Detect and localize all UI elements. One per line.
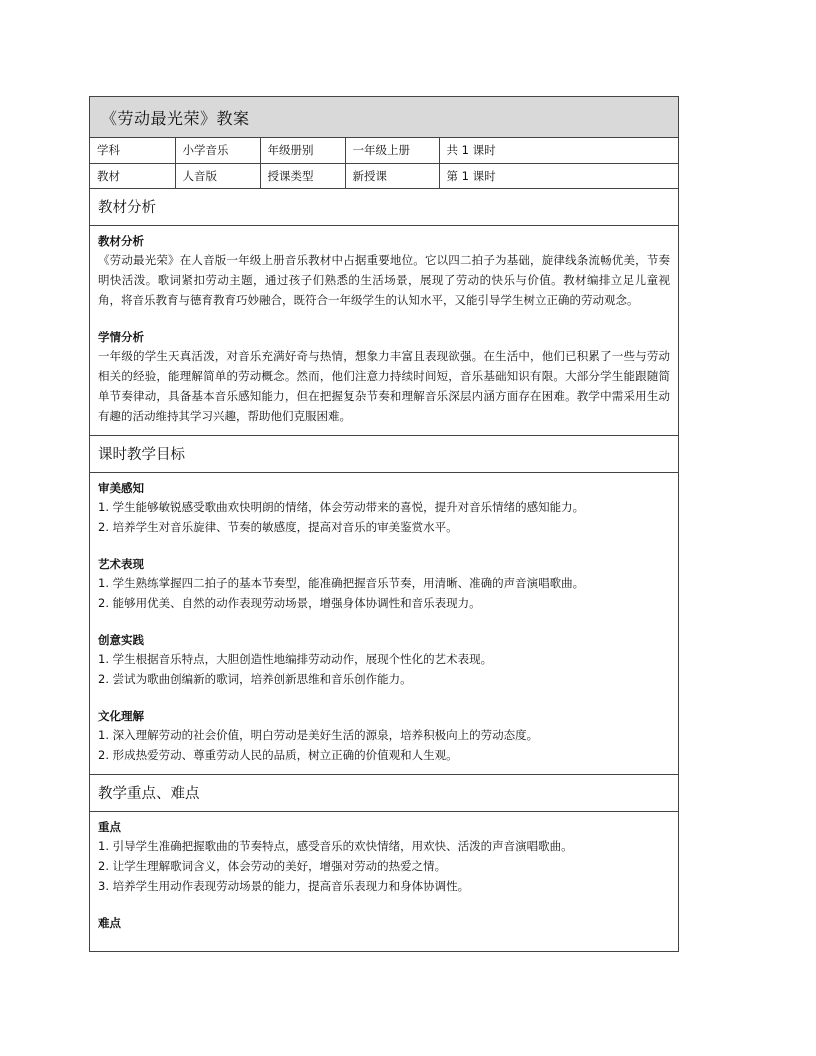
list-item: 2. 让学生理解歌词含义，体会劳动的美好，增强对劳动的热爱之情。 [98, 858, 447, 873]
list-item: 1. 学生根据音乐特点，大胆创造性地编排劳动动作，展现个性化的艺术表现。 [98, 651, 493, 666]
section-body-key-points [90, 812, 678, 941]
subheading-material: 教材分析 [98, 233, 144, 248]
list-item: 2. 能够用优美、自然的动作表现劳动场景，增强身体协调性和音乐表现力。 [98, 595, 481, 610]
list-item: 3. 培养学生用动作表现劳动场景的能力，提高音乐表现力和身体协调性。 [98, 878, 470, 893]
section-heading-analysis: 教材分析 [90, 189, 678, 226]
list-item: 2. 形成热爱劳动、尊重劳动人民的品质，树立正确的价值观和人生观。 [98, 747, 458, 762]
meta-cell-textbook-label: 教材 [90, 163, 175, 188]
list-item: 1. 深入理解劳动的社会价值，明白劳动是美好生活的源泉，培养积极向上的劳动态度。 [98, 727, 539, 742]
subheading-focus: 重点 [98, 819, 121, 834]
subheading-artistic: 艺术表现 [98, 556, 144, 571]
meta-cell-lesson-type: 新授课 [345, 163, 439, 188]
subheading-creative: 创意实践 [98, 632, 144, 647]
subheading-difficulty: 难点 [98, 915, 121, 930]
meta-cell-grade: 一年级上册 [345, 138, 439, 163]
meta-cell-subject: 小学音乐 [175, 138, 260, 163]
list-item: 1. 学生能够敏锐感受歌曲欢快明朗的情绪，体会劳动带来的喜悦，提升对音乐情绪的感知能力。 [98, 499, 585, 514]
subheading-aesthetic: 审美感知 [98, 480, 144, 495]
lesson-plan-document [89, 96, 679, 952]
list-item: 2. 尝试为歌曲创编新的歌词，培养创新思维和音乐创作能力。 [98, 671, 412, 686]
list-item: 2. 培养学生对音乐旋律、节奏的敏感度，提高对音乐的审美鉴赏水平。 [98, 519, 458, 534]
meta-cell-total-periods: 共 1 课时 [439, 138, 678, 163]
section-body-analysis [90, 226, 678, 436]
paragraph-material: 《劳动最光荣》在人音版一年级上册音乐教材中占据重要地位。它以四二拍子为基础，旋律线条流畅优美，节奏明快活泼。歌词紧扣劳动主题，通过孩子们熟悉的生活场景，展现了劳动的快乐与价值。教材编排立足儿童视角，将音乐教育与德育教育巧妙融合，既符合一年级学生的认知水平，又能引导学生树立正确的劳动观念。 [98, 252, 670, 307]
meta-row [90, 138, 678, 163]
section-heading-goals: 课时教学目标 [90, 436, 678, 473]
paragraph-student: 一年级的学生天真活泼，对音乐充满好奇与热情，想象力丰富且表现欲强。在生活中，他们已积累了一些与劳动相关的经验，能理解简单的劳动概念。然而，他们注意力持续时间短，音乐基础知识有限。大部分学生能跟随简单节奏律动，具备基本音乐感知能力，但在把握复杂节奏和理解音乐深层内涵方面存在困难。教学中需采用生动有趣的活动维持其学习兴趣，帮助他们克服困难。 [98, 348, 670, 423]
list-item: 1. 引导学生准确把握歌曲的节奏特点，感受音乐的欢快情绪，用欢快、活泼的声音演唱歌曲。 [98, 838, 573, 853]
meta-cell-textbook: 人音版 [175, 163, 260, 188]
document-title: 《劳动最光荣》教案 [90, 97, 678, 138]
meta-cell-lesson-type-label: 授课类型 [260, 163, 345, 188]
meta-row [90, 163, 678, 188]
subheading-culture: 文化理解 [98, 708, 144, 723]
meta-table [90, 138, 678, 189]
meta-cell-grade-label: 年级册别 [260, 138, 345, 163]
meta-cell-current-period: 第 1 课时 [439, 163, 678, 188]
list-item: 1. 学生熟练掌握四二拍子的基本节奏型，能准确把握音乐节奏，用清晰、准确的声音演唱歌曲。 [98, 575, 585, 590]
section-body-goals [90, 473, 678, 775]
subheading-student: 学情分析 [98, 329, 144, 344]
meta-cell-subject-label: 学科 [90, 138, 175, 163]
section-heading-key-points: 教学重点、难点 [90, 775, 678, 812]
